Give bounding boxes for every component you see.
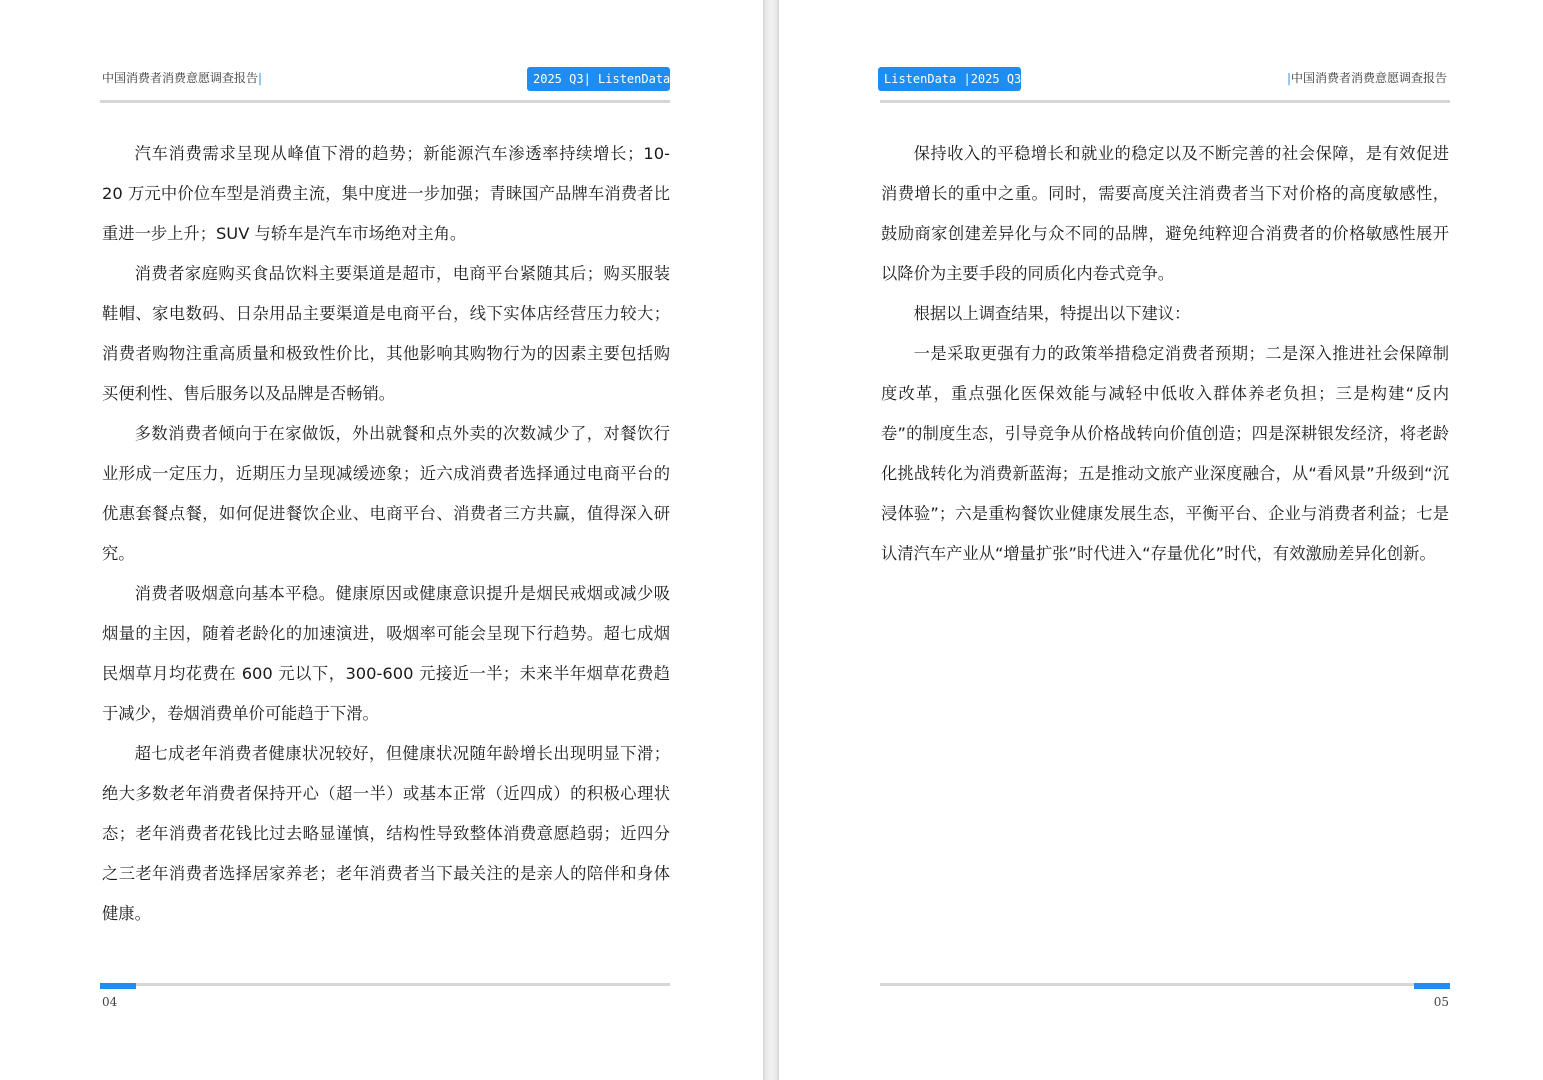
left-page-number: 04 [102,995,118,1009]
left-paragraph-1: 汽车消费需求呈现从峰值下滑的趋势；新能源汽车渗透率持续增长；10-20 万元中价位车型是消费主流，集中度进一步加强；青睐国产品牌车消费者比重进一步上升；SUV 与轿车是汽车市场绝对主角。 [102,144,670,243]
right-header-badge: ListenData |2025 Q3 [878,67,1021,91]
left-footer-accent [100,983,136,989]
left-header-badge: 2025 Q3| ListenData [527,67,670,91]
left-paragraph-5: 超七成老年消费者健康状况较好，但健康状况随年龄增长出现明显下滑；绝大多数老年消费者保持开心（超一半）或基本正常（近四成）的积极心理状态；老年消费者花钱比过去略显谨慎，结构性导致整体消费意愿趋弱；近四分之三老年消费者选择居家养老；老年消费者当下最关注的是亲人的陪伴和身体健康。 [102,744,670,923]
right-header-rule [880,100,1450,103]
left-paragraph-3: 多数消费者倾向于在家做饭，外出就餐和点外卖的次数减少了，对餐饮行业形成一定压力，近期压力呈现减缓迹象；近六成消费者选择通过电商平台的优惠套餐点餐，如何促进餐饮企业、电商平台、消费者三方共赢，值得深入研究。 [102,424,670,563]
left-header-separator: | [258,71,263,85]
page-gutter [763,0,779,1080]
right-footer-accent [1414,983,1450,989]
right-header-title: 中国消费者消费意愿调查报告 [1290,71,1447,85]
right-page [779,0,1543,1080]
left-paragraph-4: 消费者吸烟意向基本平稳。健康原因或健康意识提升是烟民戒烟或减少吸烟量的主因，随着老龄化的加速演进，吸烟率可能会呈现下行趋势。超七成烟民烟草月均花费在 600 元以下，300-600 元接近一半；未来半年烟草花费趋于减少，卷烟消费单价可能趋于下滑。 [102,584,670,723]
right-paragraph-3: 一是采取更强有力的政策举措稳定消费者预期；二是深入推进社会保障制度改革，重点强化医保效能与减轻中低收入群体养老负担；三是构建“反内卷”的制度生态，引导竞争从价格战转向价值创造；四是深耕银发经济，将老龄化挑战转化为消费新蓝海；五是推动文旅产业深度融合，从“看风景”升级到“沉浸体验”；六是重构餐饮业健康发展生态，平衡平台、企业与消费者利益；七是认清汽车产业从“增量扩张”时代进入“存量优化”时代，有效激励差异化创新。 [881,344,1449,563]
right-paragraph-1: 保持收入的平稳增长和就业的稳定以及不断完善的社会保障，是有效促进消费增长的重中之重。同时，需要高度关注消费者当下对价格的高度敏感性，鼓励商家创建差异化与众不同的品牌，避免纯粹迎合消费者的价格敏感性展开以降价为主要手段的同质化内卷式竞争。 [881,144,1449,283]
right-header-separator: | [1286,71,1291,85]
left-footer-rule [100,983,670,986]
right-body [881,134,1449,574]
right-page-number: 05 [1433,995,1449,1009]
left-body [102,134,670,934]
left-page [0,0,763,1080]
right-footer-rule [880,983,1450,986]
left-header-rule [100,100,670,103]
left-header [102,69,262,86]
right-paragraph-2: 根据以上调查结果，特提出以下建议： [913,304,1191,323]
left-header-title: 中国消费者消费意愿调查报告 [102,71,259,85]
right-header [1287,69,1447,86]
left-paragraph-2: 消费者家庭购买食品饮料主要渠道是超市，电商平台紧随其后；购买服装鞋帽、家电数码、日杂用品主要渠道是电商平台，线下实体店经营压力较大；消费者购物注重高质量和极致性价比，其他影响其购物行为的因素主要包括购买便利性、售后服务以及品牌是否畅销。 [102,264,670,403]
